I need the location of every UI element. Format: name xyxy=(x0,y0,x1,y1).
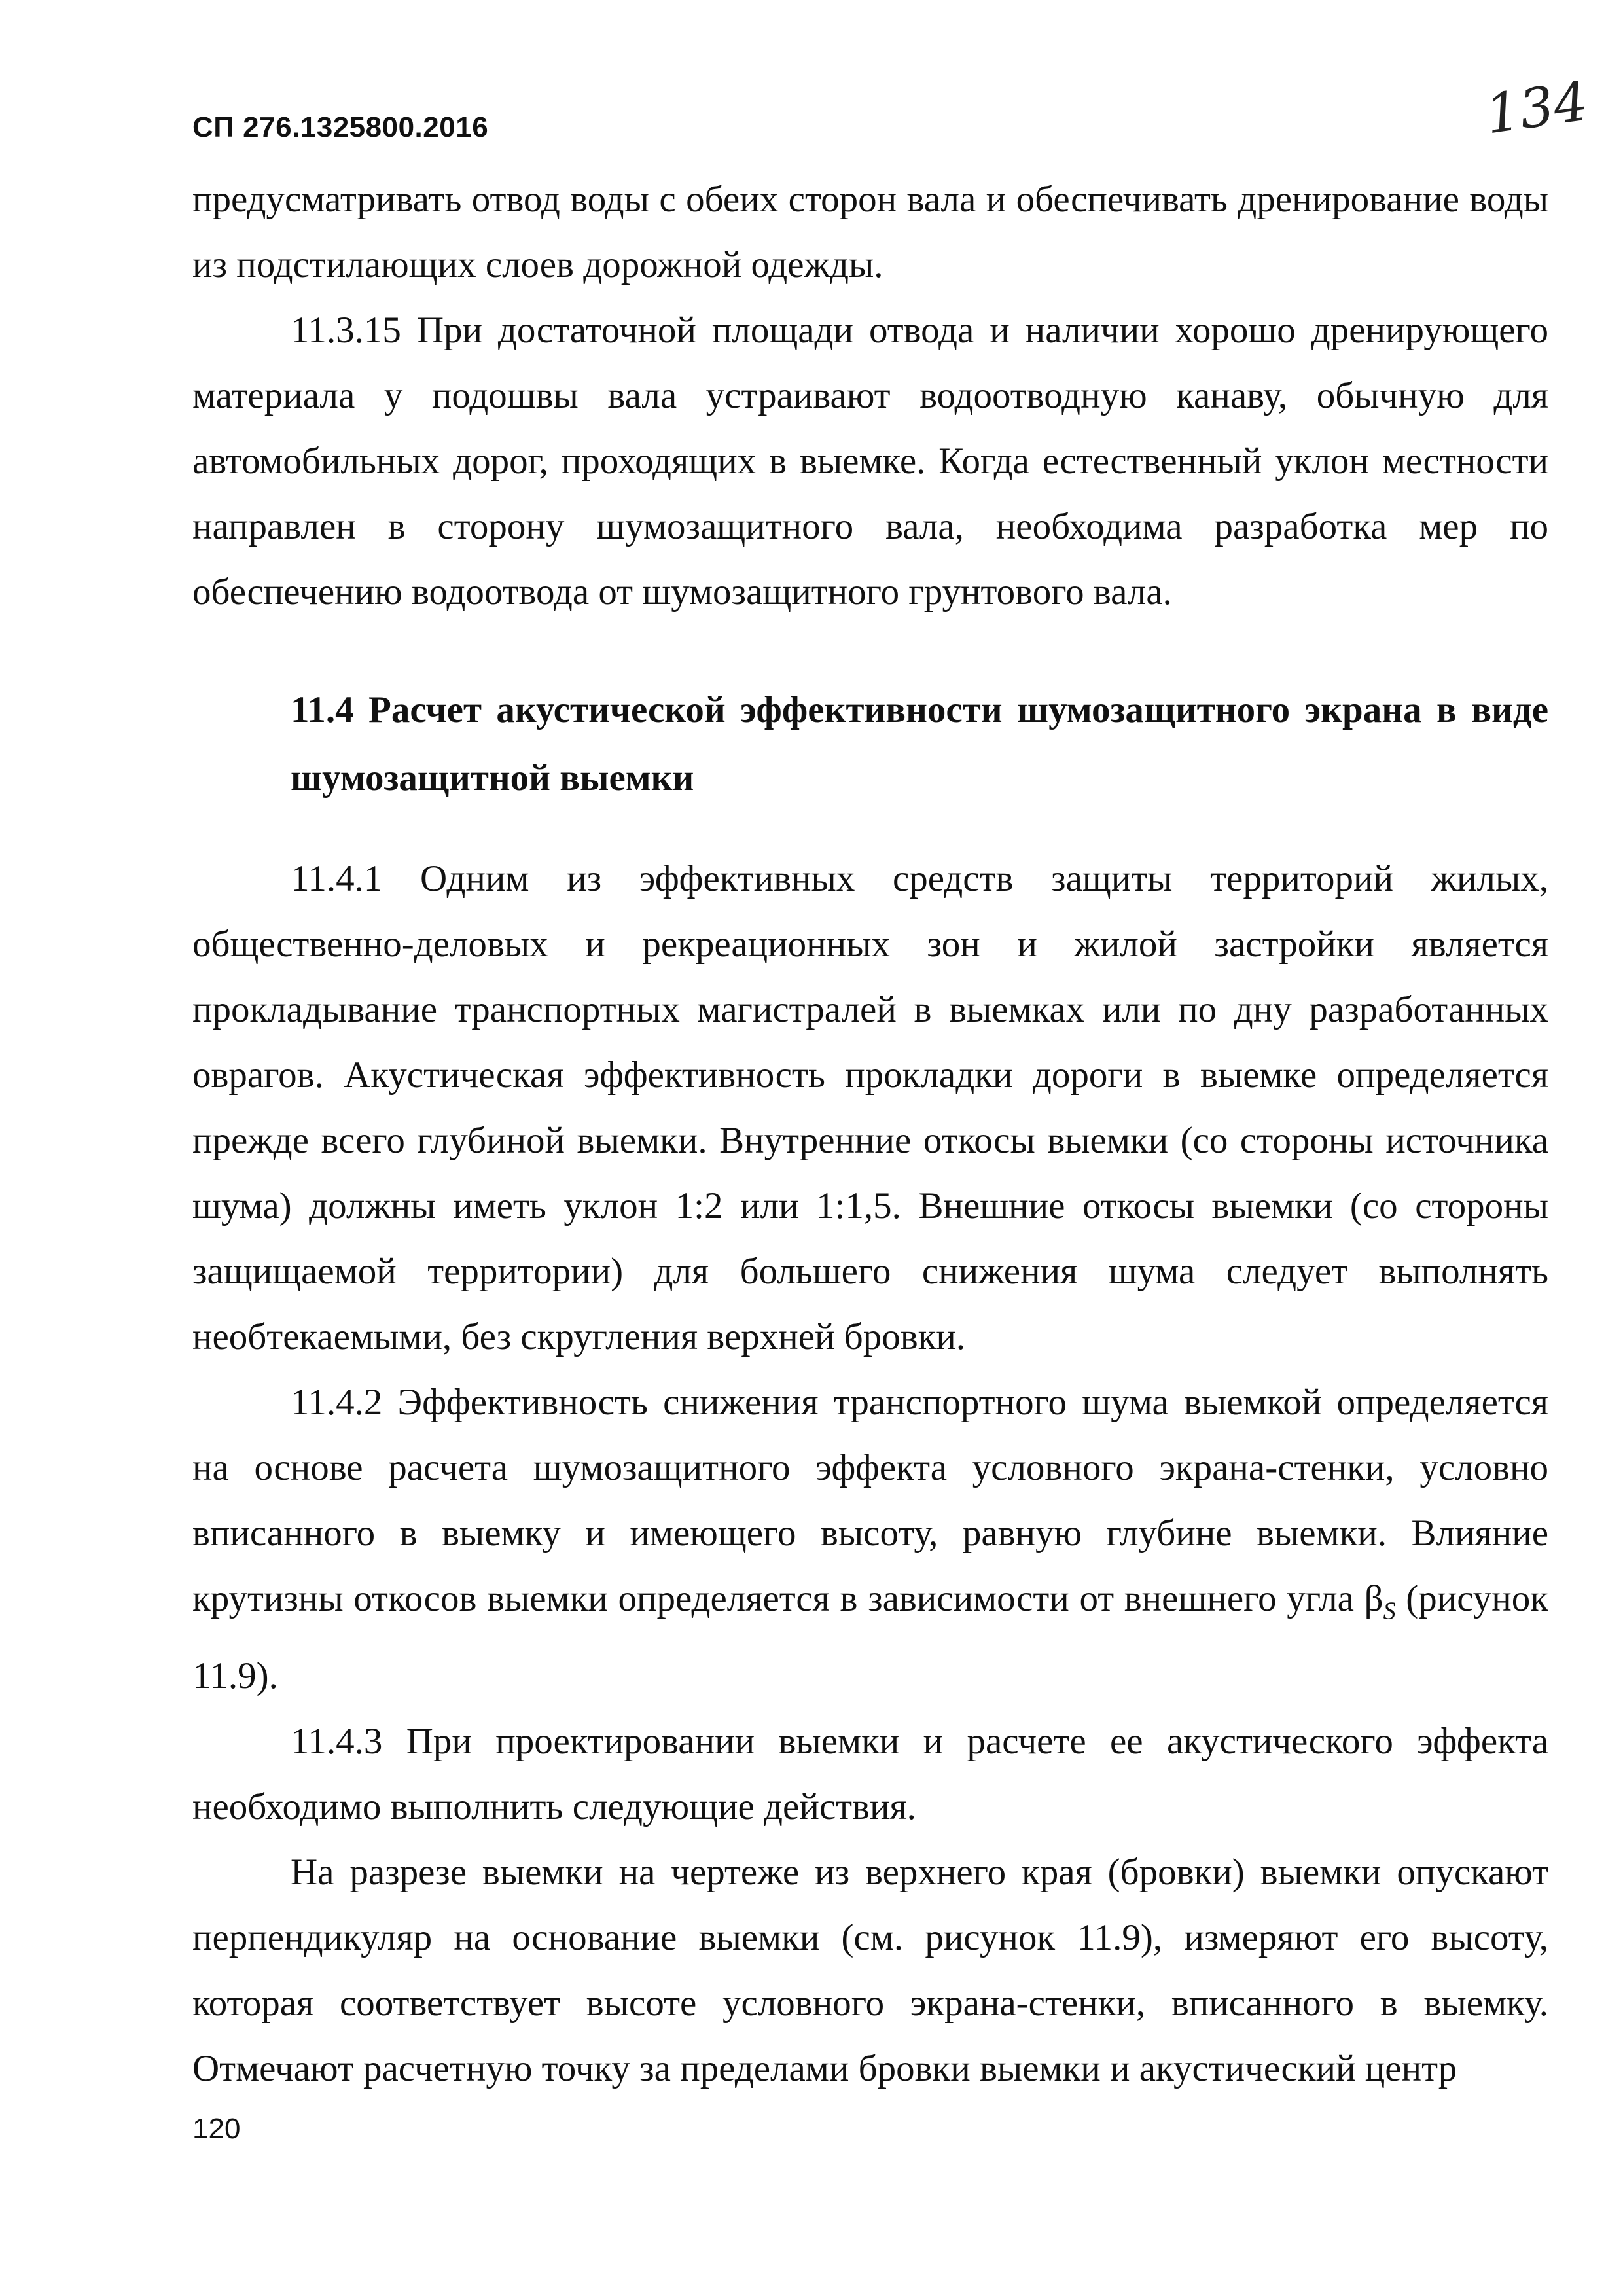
beta-subscript: S xyxy=(1383,1597,1396,1625)
paragraph-11-4-1: 11.4.1 Одним из эффективных средств защиты территорий жилых, общественно-деловых и рекреационных зон и жилой застройки является прокладывание транспортных магистралей в выемках или по дну разработанных оврагов. Акустическая эффективность прокладки дороги в выемке определяется прежде всего глубиной выемки. Внутренние откосы выемки (со стороны источника шума) должны иметь уклон 1:2 или 1:1,5. Внешние откосы выемки (со стороны защищаемой территории) для большего снижения шума следует выполнять необтекаемыми, без скругления верхней бровки. xyxy=(192,858,1548,1357)
paragraph-11-4-3: 11.4.3 При проектировании выемки и расчете ее акустического эффекта необходимо выполнить следующие действия. xyxy=(192,1721,1548,1828)
section-heading-11-4: 11.4 Расчет акустической эффективности шумозащитного экрана в виде шумозащитной выемки xyxy=(291,689,1548,798)
paragraph-11-4-2-figure-ref: (рисунок 11.9). xyxy=(192,1578,1548,1697)
paragraph-11-4-2-text: 11.4.2 Эффективность снижения транспортного шума выемкой определяется на основе расчета шумозащитного эффекта условного экрана-стенки, условно вписанного в выемку и имеющего высоту, равную глубине выемки. Влияние крутизны откосов выемки определяется в зависимости от внешнего угла xyxy=(192,1382,1548,1619)
beta-symbol: β xyxy=(1364,1578,1383,1619)
page-body xyxy=(192,167,1548,2102)
handwritten-page-number: 134 xyxy=(1482,70,1592,147)
page-number: 120 xyxy=(192,2113,241,2145)
paragraph-11-3-15: 11.3.15 При достаточной площади отвода и наличии хорошо дренирующего материала у подошвы вала устраивают водоотводную канаву, обычную для автомобильных дорог, проходящих в выемке. Когда естественный уклон местности направлен в сторону шумозащитного вала, необходима разработка мер по обеспечению водоотвода от шумозащитного грунтового вала. xyxy=(192,310,1548,613)
paragraph-11-4-2 xyxy=(192,1370,1548,1709)
paragraph-continuation: предусматривать отвод воды с обеих сторон вала и обеспечивать дренирование воды из подстилающих слоев дорожной одежды. xyxy=(192,179,1548,285)
document-code: СП 276.1325800.2016 xyxy=(192,111,489,143)
paragraph-section-cut: На разрезе выемки на чертеже из верхнего края (бровки) выемки опускают перпендикуляр на основание выемки (см. рисунок 11.9), измеряют его высоту, которая соответствует высоте условного экрана-стенки, вписанного в выемку. Отмечают расчетную точку за пределами бровки выемки и акустический центр xyxy=(192,1852,1548,2090)
